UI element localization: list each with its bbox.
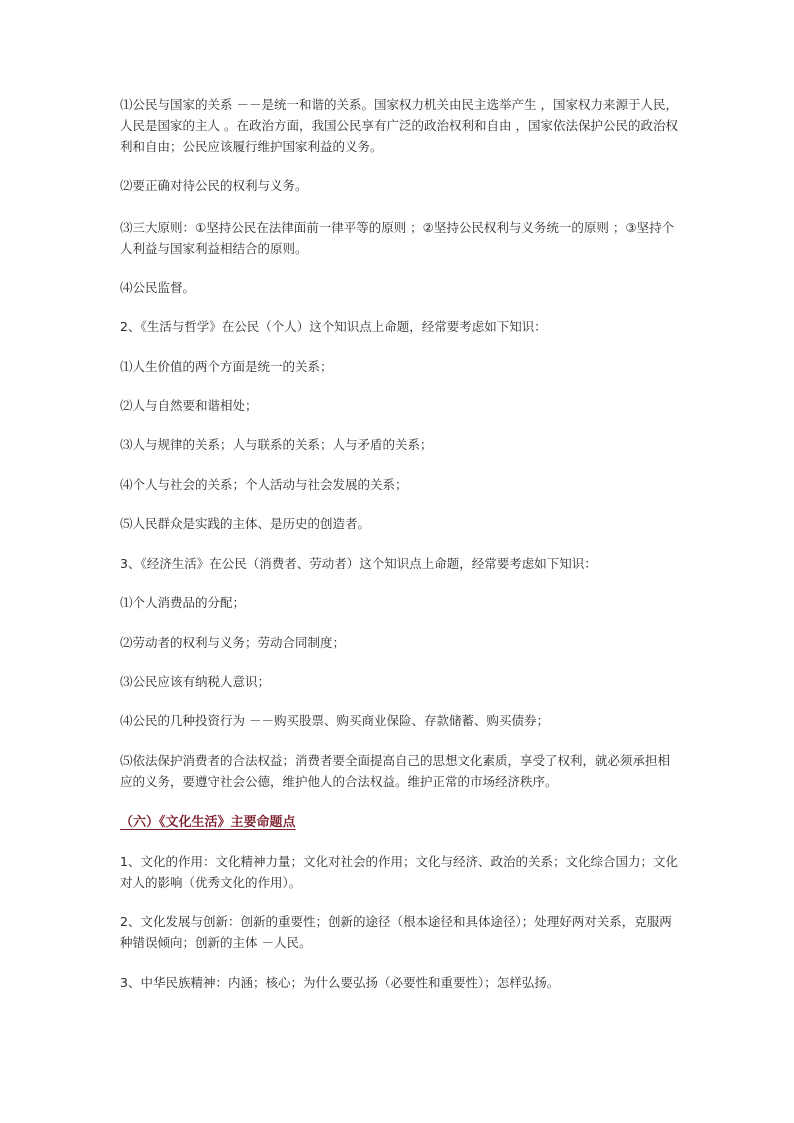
paragraph-life-value: ⑴人生价值的两个方面是统一的关系； [120, 359, 333, 374]
paragraph-rights-duties: ⑵要正确对待公民的权利与义务。 [120, 178, 308, 193]
paragraph-philosophy-intro: 2、《生活与哲学》在公民（个人）这个知识点上命题，经常要考虑如下知识： [120, 319, 547, 334]
paragraph-human-nature: ⑵人与自然要和谐相处； [120, 398, 258, 413]
section-heading-culture: （六）《文化生活》主要命题点 [120, 815, 296, 830]
paragraph-national-spirit: 3、中华民族精神：内涵；核心；为什么要弘扬（必要性和重要性）；怎样弘扬。 [120, 975, 560, 990]
paragraph-culture-role: 1、文化的作用：文化精神力量；文化对社会的作用；文化与经济、政治的关系；文化综合国力；文化对人的影响（优秀文化的作用）。 [120, 854, 678, 890]
paragraph-investments: ⑷公民的几种投资行为 －－购买股票、购买商业保险、存款储蓄、购买债券； [120, 713, 549, 728]
paragraph-the-masses: ⑸人民群众是实践的主体、是历史的创造者。 [120, 516, 371, 531]
paragraph-human-law: ⑶人与规律的关系；人与联系的关系；人与矛盾的关系； [120, 437, 433, 452]
paragraph-citizen-supervision: ⑷公民监督。 [120, 280, 196, 295]
paragraph-culture-innovation: 2、文化发展与创新：创新的重要性；创新的途径（根本途径和具体途径）；处理好两对关系，克服两种错误倾向；创新的主体 －人民。 [120, 914, 672, 950]
paragraph-individual-society: ⑷个人与社会的关系；个人活动与社会发展的关系； [120, 477, 408, 492]
paragraph-economy-intro: 3、《经济生活》在公民（消费者、劳动者）这个知识点上命题，经常要考虑如下知识： [120, 556, 597, 571]
paragraph-consumer-rights: ⑸依法保护消费者的合法权益；消费者要全面提高自己的思想文化素质，享受了权利，就必须承担相应的义务，要遵守社会公德，维护他人的合法权益。维护正常的市场经济秩序。 [120, 753, 671, 789]
paragraph-citizen-state-relation: ⑴公民与国家的关系 －－是统一和谐的关系。国家权力机关由民主选举产生 ，国家权力来源于人民，人民是国家的主人 。在政治方面，我国公民享有广泛的政治权利和自由 ，国家依法保护公民的政治权利和自由；公民应该履行维护国家利益的义务。 [120, 97, 678, 154]
paragraph-taxpayer: ⑶公民应该有纳税人意识； [120, 674, 271, 689]
paragraph-labor-rights: ⑵劳动者的权利与义务；劳动合同制度； [120, 635, 346, 650]
paragraph-three-principles: ⑶三大原则：①坚持公民在法律面前一律平等的原则 ；②坚持公民权利与义务统一的原则 ；③坚持个人利益与国家利益相结合的原则。 [120, 220, 675, 256]
paragraph-distribution: ⑴个人消费品的分配； [120, 595, 246, 610]
